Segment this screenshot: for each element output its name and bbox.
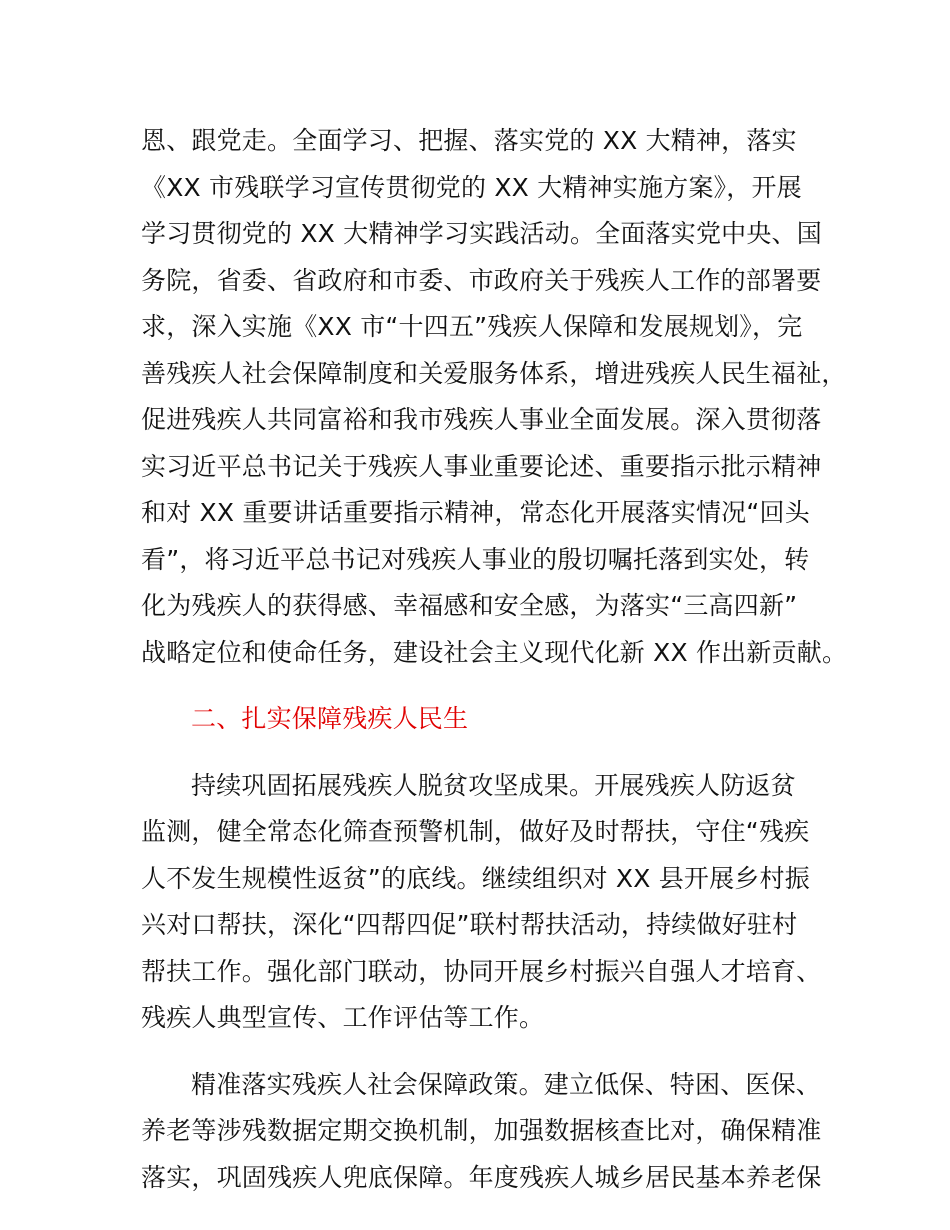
text-line: 监测，健全常态化筛查预警机制，做好及时帮扶，守住“残疾 <box>141 817 810 846</box>
text-line: 善残疾人社会保障制度和关爱服务体系，增进残疾人民生福祉， <box>141 358 847 388</box>
text-line: 落实，巩固残疾人兜底保障。年度残疾人城乡居民基本养老保 <box>141 1162 822 1192</box>
text-line: 兴对口帮扶，深化“四帮四促”联村帮扶活动，持续做好驻村 <box>141 910 798 939</box>
text-line: 务院，省委、省政府和市委、市政府关于残疾人工作的部署要 <box>141 265 822 295</box>
section-heading-text: 二、扎实保障残疾人民生 <box>191 704 469 733</box>
paragraph-party-spirit <box>141 118 848 676</box>
document-body <box>141 118 848 1201</box>
text-line: 帮扶工作。强化部门联动，协同开展乡村振兴自强人才培育、 <box>141 956 822 986</box>
text-line: 持续巩固拓展残疾人脱贫攻坚成果。开展残疾人防返贫 <box>191 770 796 800</box>
text-line: 实习近平总书记关于残疾人事业重要论述、重要指示批示精神 <box>141 451 822 481</box>
paragraph-social-security <box>141 1062 822 1202</box>
text-line: 人不发生规模性返贫”的底线。继续组织对 XX 县开展乡村振 <box>141 863 810 893</box>
text-line: 化为残疾人的获得感、幸福感和安全感，为落实“三高四新” <box>141 591 798 620</box>
text-line: 战略定位和使命任务，建设社会主义现代化新 XX 作出新贡献。 <box>141 637 848 667</box>
text-line: 看”，将习近平总书记对残疾人事业的殷切嘱托落到实处，转 <box>141 544 810 574</box>
text-line: 学习贯彻党的 XX 大精神学习实践活动。全面落实党中央、国 <box>141 219 822 248</box>
text-line: 精准落实残疾人社会保障政策。建立低保、特困、医保、 <box>191 1069 822 1099</box>
paragraph-poverty-results <box>141 763 822 1042</box>
text-line: 恩、跟党走。全面学习、把握、落实党的 XX 大精神，落实 <box>141 126 797 155</box>
text-line: 促进残疾人共同富裕和我市残疾人事业全面发展。深入贯彻落 <box>141 405 822 434</box>
text-line: 和对 XX 重要讲话重要指示精神，常态化开展落实情况“回头 <box>141 498 810 527</box>
text-line: 养老等涉残数据定期交换机制，加强数据核查比对，确保精准 <box>141 1116 822 1145</box>
text-line: 《XX 市残联学习宣传贯彻党的 XX 大精神实施方案》，开展 <box>141 172 802 202</box>
section-heading <box>141 696 813 743</box>
text-line: 求，深入实施《XX 市“十四五”残疾人保障和发展规划》，完 <box>141 312 803 341</box>
text-line: 残疾人典型宣传、工作评估等工作。 <box>141 1003 545 1032</box>
